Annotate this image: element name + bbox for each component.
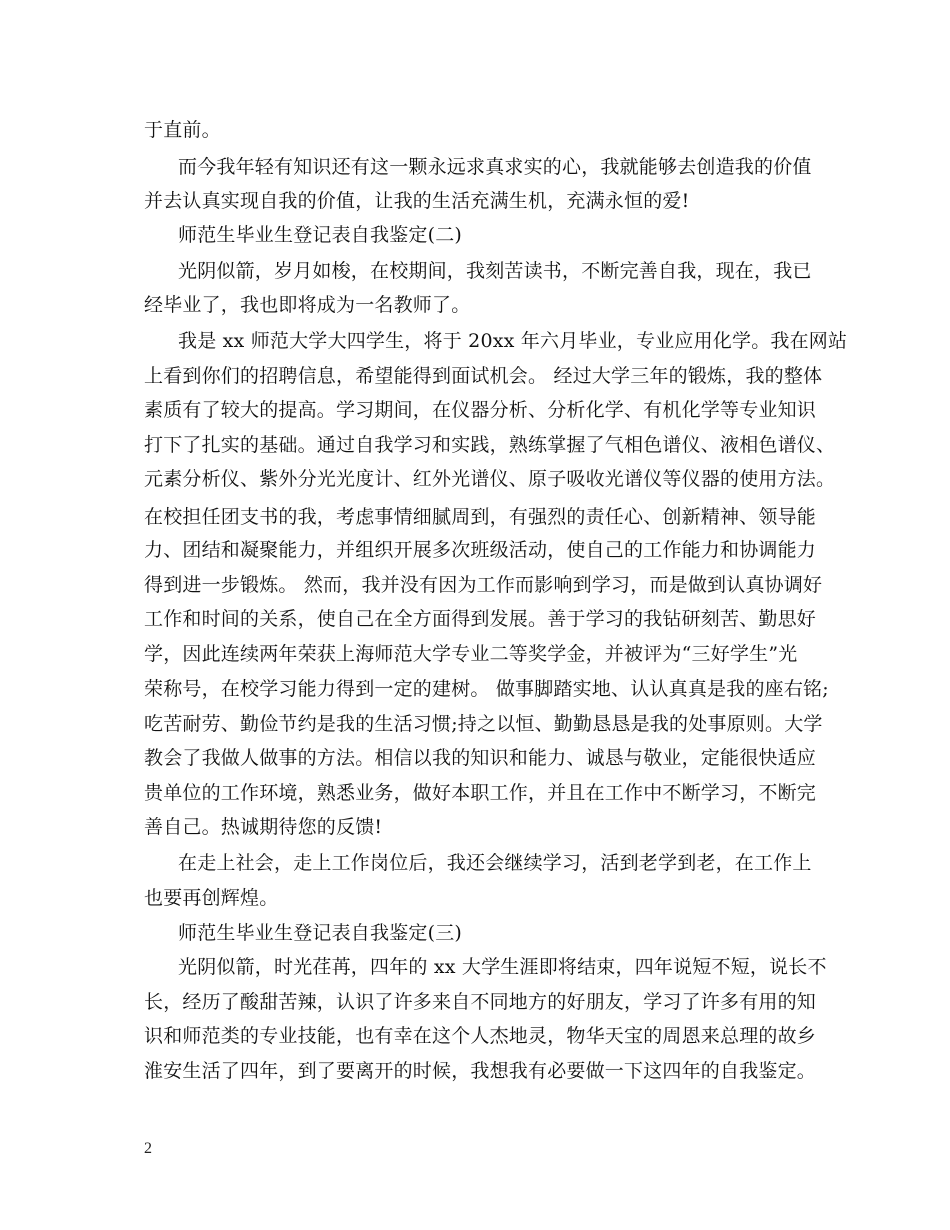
text-line: 荣称号，在校学习能力得到一定的建树。 做事脚踏实地、认认真真是我的座右铭; [144,678,829,700]
text-line: 我是 xx 师范大学大四学生，将于 20xx 年六月毕业，专业应用化学。我在网站 [178,330,848,352]
text-line: 经毕业了，我也即将成为一名教师了。 [144,294,471,316]
text-line: 并去认真实现自我的价值，让我的生活充满生机，充满永恒的爱! [144,190,690,212]
page-number: 2 [144,1140,152,1157]
text-line: 光阴似箭，岁月如梭，在校期间，我刻苦读书，不断完善自我，现在，我已 [178,260,812,282]
text-line: 善自己。热诚期待您的反馈! [144,816,383,838]
text-line: 识和师范类的专业技能，也有幸在这个人杰地灵，物华天宝的周恩来总理的故乡 [144,1025,817,1047]
text-line: 而今我年轻有知识还有这一颗永远求真求实的心，我就能够去创造我的价值 [178,156,812,178]
text-line: 力、团结和凝聚能力，并组织开展多次班级活动，使自己的工作能力和协调能力 [144,539,817,561]
text-line: 贵单位的工作环境，熟悉业务，做好本职工作，并且在工作中不断学习，不断完 [144,782,817,804]
text-line: 素质有了较大的提高。学习期间，在仪器分析、分析化学、有机化学等专业知识 [144,399,817,421]
section-heading: 师范生毕业生登记表自我鉴定(三) [178,922,463,944]
text-line: 教会了我做人做事的方法。相信以我的知识和能力、诚恳与敬业，定能很快适应 [144,747,817,769]
text-line: 在校担任团支书的我，考虑事情细腻周到，有强烈的责任心、创新精神、领导能 [144,506,817,528]
text-line: 长，经历了酸甜苦辣，认识了许多来自不同地方的好朋友，学习了许多有用的知 [144,991,817,1013]
text-line: 也要再创辉煌。 [144,887,279,909]
text-line: 吃苦耐劳、勤俭节约是我的生活习惯;持之以恒、勤勤恳恳是我的处事原则。大学 [144,713,823,735]
text-line: 打下了扎实的基础。通过自我学习和实践，熟练掌握了气相色谱仪、液相色谱仪、 [144,434,836,456]
text-line: 得到进一步锻炼。 然而，我并没有因为工作而影响到学习，而是做到认真协调好 [144,574,823,596]
text-line: 工作和时间的关系，使自己在全方面得到发展。善于学习的我钻研刻苦、勤思好 [144,608,817,630]
text-line: 在走上社会，走上工作岗位后，我还会继续学习，活到老学到老，在工作上 [178,852,812,874]
text-line: 光阴似箭，时光荏苒，四年的 xx 大学生涯即将结束，四年说短不短，说长不 [178,956,827,978]
section-heading: 师范生毕业生登记表自我鉴定(二) [178,224,463,246]
text-line: 元素分析仪、紫外分光光度计、红外光谱仪、原子吸收光谱仪等仪器的使用方法。 [144,468,836,490]
text-line: 上看到你们的招聘信息，希望能得到面试机会。 经过大学三年的锻炼，我的整体 [144,365,823,387]
text-line: 于直前。 [144,119,221,141]
text-line: 淮安生活了四年，到了要离开的时候，我想我有必要做一下这四年的自我鉴定。 [144,1060,817,1082]
text-line: 学，因此连续两年荣获上海师范大学专业二等奖学金，并被评为“三好学生”光 [144,643,798,665]
